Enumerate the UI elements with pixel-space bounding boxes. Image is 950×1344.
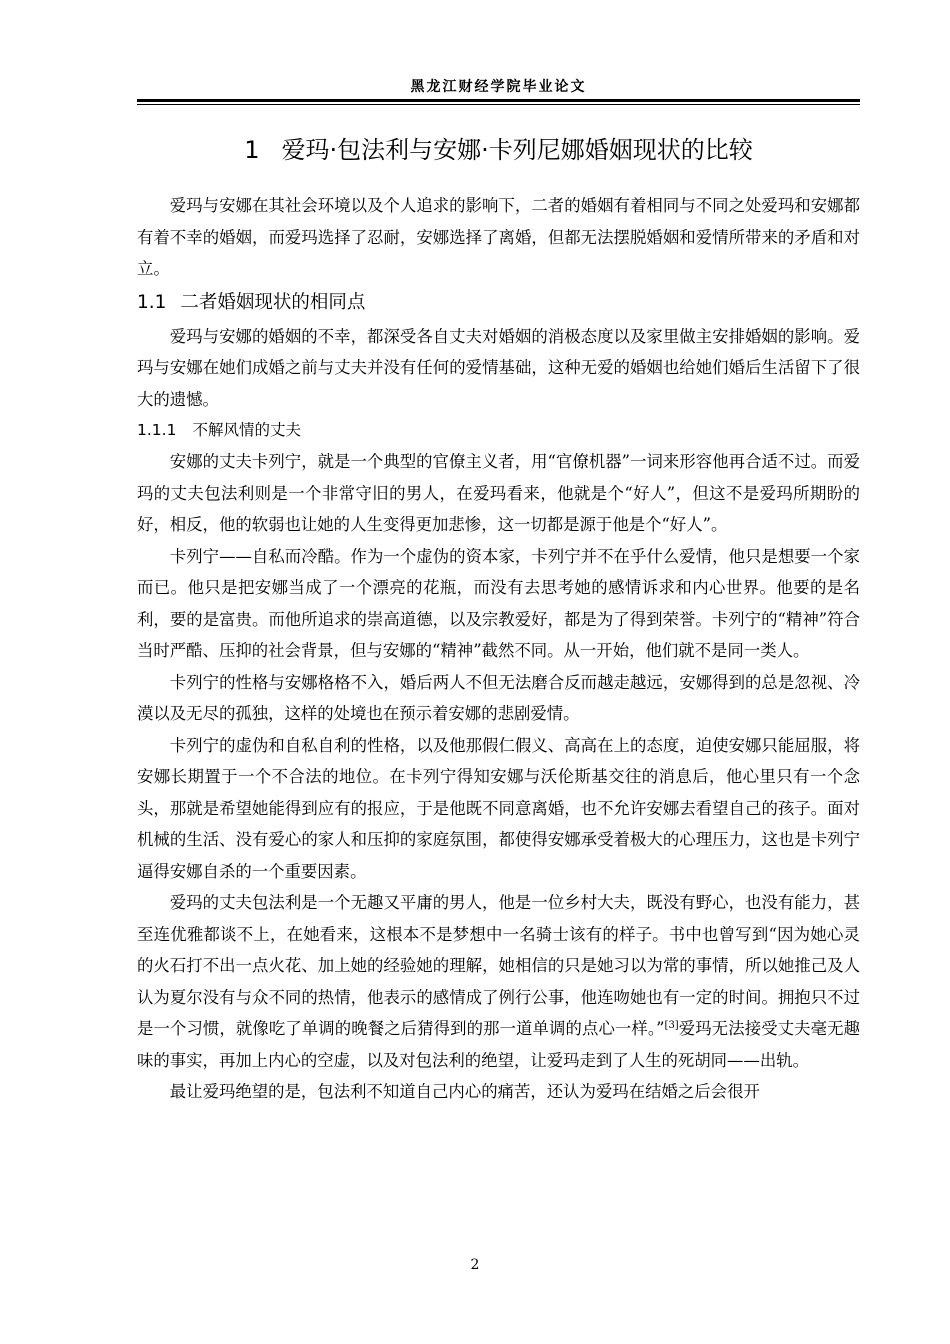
running-header: 黑龙江财经学院毕业论文 xyxy=(410,79,587,95)
body-paragraph-last: 最让爱玛绝望的是，包法利不知道自己内心的痛苦，还认为爱玛在结婚之后会很开 xyxy=(169,1082,760,1101)
page-number: 2 xyxy=(470,1257,480,1273)
header-rule-thin xyxy=(137,104,860,105)
quote-paragraph-continuation: 爱玛无法接受丈夫毫无趣味的事实，再加上内心的空虚，以及对包法利的绝望，让爱玛走到了人生的死胡同——出轨。 xyxy=(137,1019,860,1070)
body-paragraph: 卡列宁的性格与安娜格格不入，婚后两人不但无法磨合反而越走越远，安娜得到的总是忽视、冷漠以及无尽的孤独，这样的处境也在预示着安娜的悲剧爱情。 xyxy=(137,672,860,723)
chapter-title-text: 爱玛·包法利与安娜·卡列尼娜婚姻现状的比较 xyxy=(281,136,753,164)
body-paragraph: 卡列宁的虚伪和自私自利的性格，以及他那假仁假义、高高在上的态度，迫使安娜只能屈服，将安娜长期置于一个不合法的地位。在卡列宁得知安娜与沃伦斯基交往的消息后，他心里只有一个念头，那就是希望她能得到应有的报应，于是他既不同意离婚，也不允许安娜去看望自己的孩子。面对机械的生活、没有爱心的家人和压抑的家庭氛围，都使得安娜承受着极大的心理压力，这也是卡列宁逼得安娜自杀的一个重要因素。 xyxy=(137,735,860,881)
subsection-title: 不解风情的丈夫 xyxy=(192,421,301,439)
header-rule-thick xyxy=(137,99,860,102)
body-content xyxy=(137,132,860,1108)
citation-marker: [3] xyxy=(664,1020,679,1031)
body-paragraph: 卡列宁——自私而冷酷。作为一个虚伪的资本家，卡列宁并不在乎什么爱情，他只是想要一个家而已。他只是把安娜当成了一个漂亮的花瓶，而没有去思考她的感情诉求和内心世界。他要的是名利，要的是富贵。而他所追求的崇高道德，以及宗教爱好，都是为了得到荣誉。卡列宁的“精神”符合当时严酷、压抑的社会背景，但与安娜的“精神”截然不同。从一开始，他们就不是同一类人。 xyxy=(137,546,860,660)
section-paragraph: 爱玛与安娜的婚姻的不幸，都深受各自丈夫对婚姻的消极态度以及家里做主安排婚姻的影响。爱玛与安娜在她们成婚之前与丈夫并没有任何的爱情基础，这种无爱的婚姻也给她们婚后生活留下了很大的遗憾。 xyxy=(137,326,860,409)
body-paragraph: 安娜的丈夫卡列宁，就是一个典型的官僚主义者，用“官僚机器”一词来形容他再合适不过。而爱玛的丈夫包法利则是一个非常守旧的男人，在爱玛看来，他就是个“好人”，但这不是爱玛所期盼的好，相反，他的软弱也让她的人生变得更加悲惨，这一切都是源于他是个“好人”。 xyxy=(137,452,860,534)
section-heading xyxy=(137,287,860,319)
quote-paragraph xyxy=(137,887,860,1076)
subsection-number: 1.1.1 xyxy=(137,421,177,439)
quote-paragraph-text: 爱玛的丈夫包法利是一个无趣又平庸的男人，他是一位乡村大夫，既没有野心，也没有能力，甚至连优雅都谈不上，在她看来，这根本不是梦想中一名骑士该有的样子。书中也曾写到“因为她心灵的火石打不出一点火花、加上她的经验她的理解，她相信的只是她习以为常的事情，所以她推己及人认为夏尔没有与众不同的热情，他表示的感情成了例行公事，他连吻她也有一定的时间。拥抱只不过是一个习惯，就像吃了单调的晚餐之后猜得到的那一道单调的点心一样。” xyxy=(137,893,860,1038)
section-number: 1.1 xyxy=(137,291,167,313)
subsection-heading xyxy=(137,415,860,446)
chapter-title xyxy=(137,132,860,168)
section-title: 二者婚姻现状的相同点 xyxy=(180,291,366,313)
intro-paragraph: 爱玛与安娜在其社会环境以及个人追求的影响下，二者的婚姻有着相同与不同之处爱玛和安娜都有着不幸的婚姻，而爱玛选择了忍耐，安娜选择了离婚，但都无法摆脱婚姻和爱情所带来的矛盾和对立。 xyxy=(137,196,860,278)
chapter-number: 1 xyxy=(244,136,260,164)
